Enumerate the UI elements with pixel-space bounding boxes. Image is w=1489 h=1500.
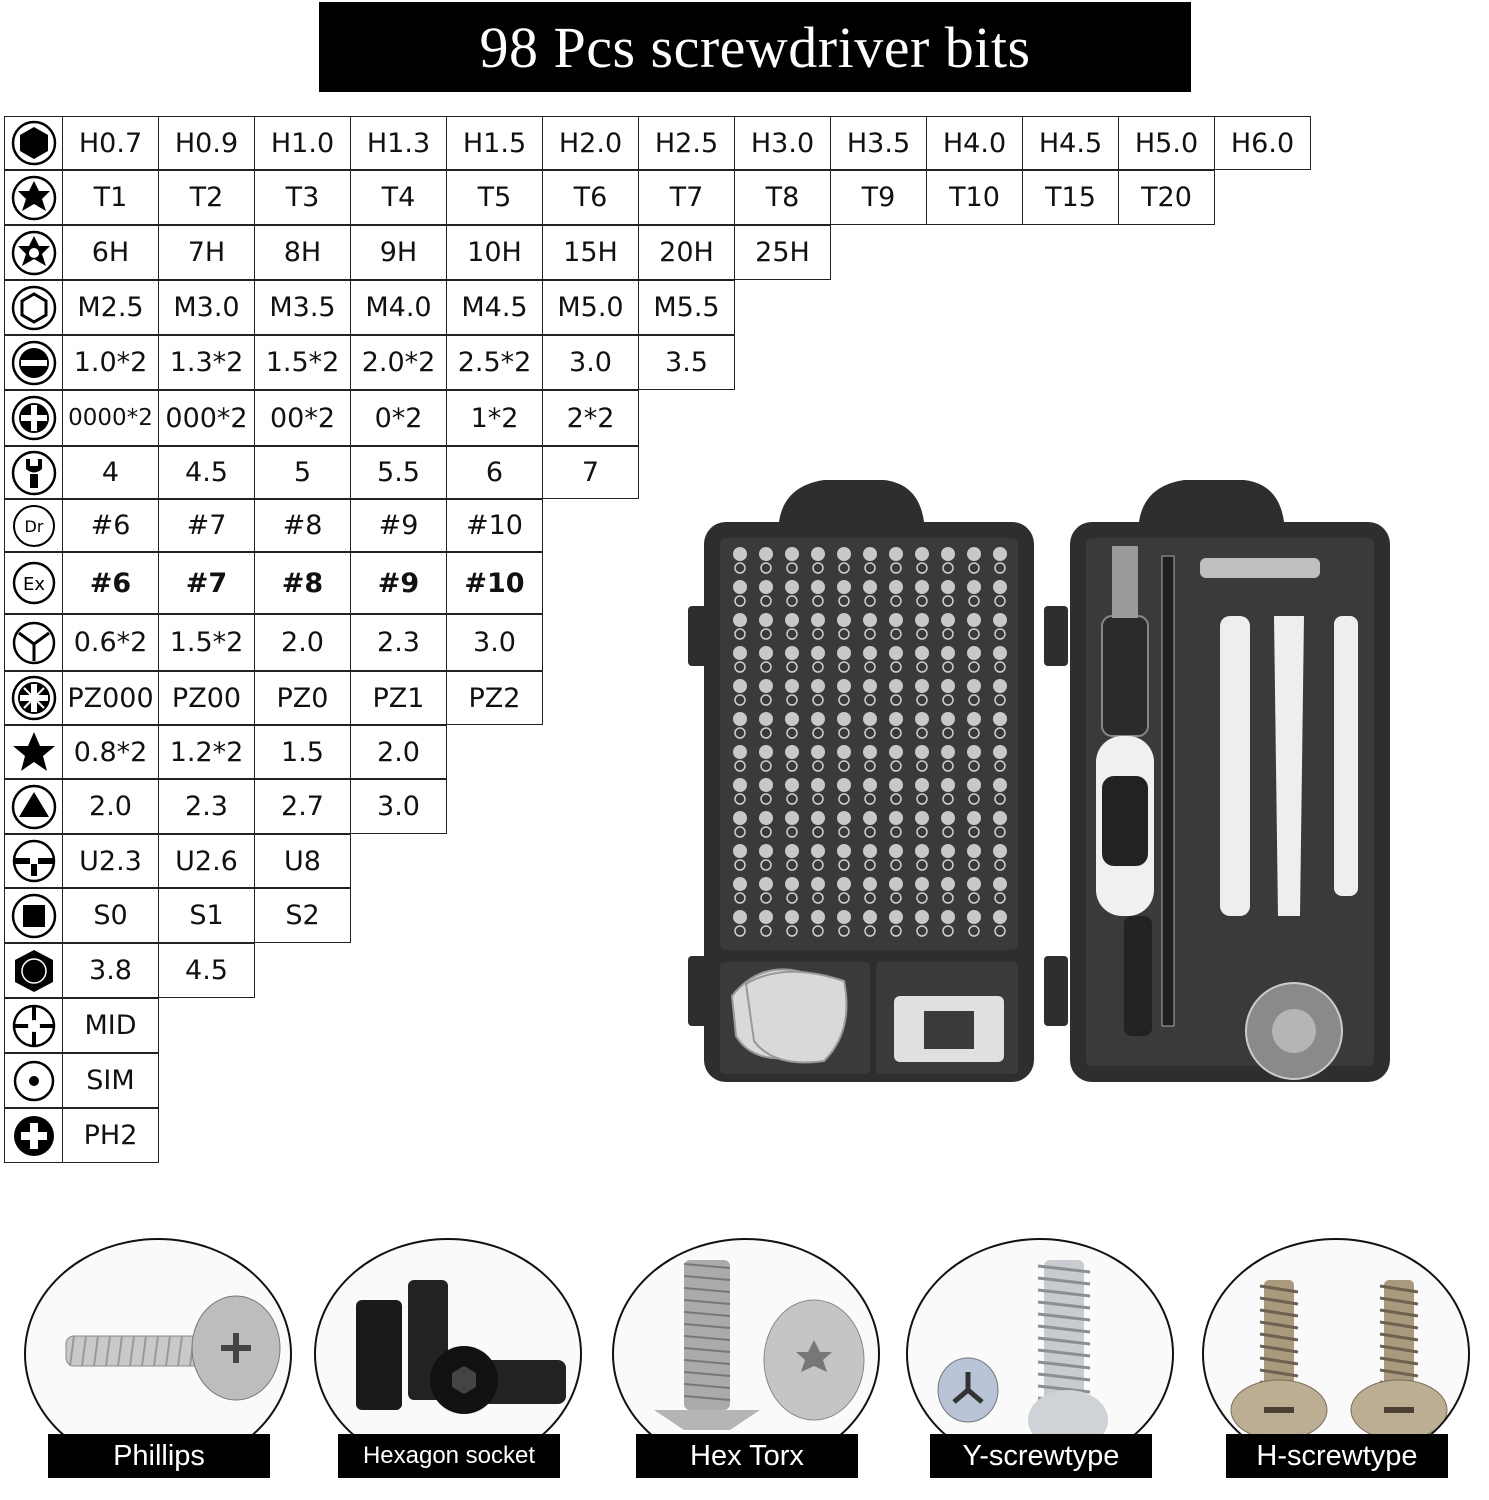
- bit-size-cell: 8H: [255, 225, 351, 280]
- bit-size-cell: 1.5*2: [159, 614, 255, 671]
- bit-size-cell: U2.6: [159, 834, 255, 888]
- bit-size-cell: T10: [927, 170, 1023, 225]
- bit-size-cell: H1.0: [255, 116, 351, 170]
- bit-size-cell: 4.5: [159, 943, 255, 998]
- bit-size-cell: #10: [447, 499, 543, 552]
- bit-size-cell: H4.0: [927, 116, 1023, 170]
- bit-size-cell: PH2: [63, 1108, 159, 1163]
- screw-type-label: Hexagon socket: [338, 1434, 560, 1478]
- bit-size-cell: T7: [639, 170, 735, 225]
- bit-row: [4, 943, 255, 998]
- bit-size-cell: 3.0: [543, 335, 639, 390]
- page-title: 98 Pcs screwdriver bits: [319, 2, 1191, 92]
- screw-type-card: [314, 1238, 584, 1488]
- bit-row: [4, 280, 735, 335]
- bit-size-cell: #7: [159, 499, 255, 552]
- screwdriver-kit-case-image: [684, 456, 1404, 1136]
- torx-hole-icon: [4, 225, 63, 280]
- svg-text:Dr: Dr: [24, 516, 43, 536]
- bit-size-cell: 3.8: [63, 943, 159, 998]
- bit-row: [4, 998, 159, 1053]
- bit-size-cell: #7: [159, 552, 255, 614]
- bit-size-cell: H1.5: [447, 116, 543, 170]
- screw-type-label: H-screwtype: [1226, 1434, 1448, 1478]
- bit-size-cell: 7H: [159, 225, 255, 280]
- bit-size-cell: PZ00: [159, 671, 255, 725]
- bit-size-cell: 3.5: [639, 335, 735, 390]
- bit-size-cell: T9: [831, 170, 927, 225]
- bit-size-cell: 25H: [735, 225, 831, 280]
- triangle-icon: [4, 779, 63, 834]
- bit-row: [4, 1108, 159, 1163]
- spanner-icon: [4, 446, 63, 499]
- bit-row: [4, 671, 543, 725]
- bit-size-cell: H2.5: [639, 116, 735, 170]
- bit-row: [4, 335, 735, 390]
- bit-size-cell: 2.3: [159, 779, 255, 834]
- bit-size-cell: 0000*2: [63, 390, 159, 446]
- bit-size-cell: 000*2: [159, 390, 255, 446]
- bit-size-cell: 2.0: [351, 725, 447, 779]
- bit-size-cell: #8: [255, 552, 351, 614]
- bit-size-cell: #6: [63, 552, 159, 614]
- bit-size-cell: #9: [351, 499, 447, 552]
- screw-type-label: Phillips: [48, 1434, 270, 1478]
- bit-size-cell: 2.0: [63, 779, 159, 834]
- bit-size-cell: T5: [447, 170, 543, 225]
- y-tip-icon: [4, 614, 63, 671]
- bit-size-cell: M3.0: [159, 280, 255, 335]
- bit-size-cell: 4: [63, 446, 159, 499]
- bit-size-cell: 00*2: [255, 390, 351, 446]
- dr-icon: [4, 499, 63, 552]
- bit-size-cell: H0.9: [159, 116, 255, 170]
- pozidriv-icon: [4, 671, 63, 725]
- bit-size-cell: #9: [351, 552, 447, 614]
- ex-icon: [4, 552, 63, 614]
- bit-size-cell: T2: [159, 170, 255, 225]
- bit-size-cell: 2.0*2: [351, 335, 447, 390]
- screw-type-label: Hex Torx: [636, 1434, 858, 1478]
- bit-size-cell: S0: [63, 888, 159, 943]
- bit-size-cell: 6H: [63, 225, 159, 280]
- bit-size-cell: T20: [1119, 170, 1215, 225]
- bit-size-cell: 2.0: [255, 614, 351, 671]
- bit-size-cell: 20H: [639, 225, 735, 280]
- bit-row: [4, 552, 543, 614]
- torx-icon: [4, 170, 63, 225]
- bit-size-cell: 1*2: [447, 390, 543, 446]
- bit-size-cell: 1.5: [255, 725, 351, 779]
- bit-size-cell: 1.3*2: [159, 335, 255, 390]
- slotted-icon: [4, 335, 63, 390]
- bit-size-cell: H4.5: [1023, 116, 1119, 170]
- star-icon: [4, 725, 63, 779]
- bit-size-cell: T4: [351, 170, 447, 225]
- bit-row: [4, 446, 639, 499]
- bit-size-cell: 2.3: [351, 614, 447, 671]
- bit-size-cell: 5: [255, 446, 351, 499]
- bit-size-cell: H3.5: [831, 116, 927, 170]
- screw-type-card: [1202, 1238, 1472, 1488]
- bit-size-cell: T8: [735, 170, 831, 225]
- mid-icon: [4, 998, 63, 1053]
- bit-row: [4, 888, 351, 943]
- bit-size-cell: M2.5: [63, 280, 159, 335]
- bit-size-cell: PZ1: [351, 671, 447, 725]
- screw-type-card: [612, 1238, 882, 1488]
- bit-row: [4, 225, 831, 280]
- bit-size-cell: T6: [543, 170, 639, 225]
- bit-size-cell: #8: [255, 499, 351, 552]
- bit-size-cell: U8: [255, 834, 351, 888]
- bit-row: [4, 170, 1215, 225]
- bit-row: [4, 116, 1311, 170]
- bit-size-cell: H5.0: [1119, 116, 1215, 170]
- screw-type-label: Y-screwtype: [930, 1434, 1152, 1478]
- bit-size-cell: M4.5: [447, 280, 543, 335]
- bit-size-cell: 6: [447, 446, 543, 499]
- svg-text:Ex: Ex: [22, 574, 45, 595]
- bit-size-cell: S2: [255, 888, 351, 943]
- bit-size-cell: M4.0: [351, 280, 447, 335]
- phillips-icon: [4, 390, 63, 446]
- bit-row: [4, 499, 543, 552]
- bit-size-cell: H2.0: [543, 116, 639, 170]
- bit-size-cell: 10H: [447, 225, 543, 280]
- bit-size-cell: H6.0: [1215, 116, 1311, 170]
- screw-type-card: [906, 1238, 1176, 1488]
- bit-size-cell: H0.7: [63, 116, 159, 170]
- bit-size-cell: M5.5: [639, 280, 735, 335]
- bit-size-cell: T15: [1023, 170, 1119, 225]
- bit-size-cell: 0*2: [351, 390, 447, 446]
- bit-size-cell: T1: [63, 170, 159, 225]
- bit-size-cell: 0.8*2: [63, 725, 159, 779]
- bit-size-cell: 7: [543, 446, 639, 499]
- bit-size-cell: 2*2: [543, 390, 639, 446]
- hexagon-outline-icon: [4, 280, 63, 335]
- hexagon-filled-icon: [4, 943, 63, 998]
- bit-row: [4, 834, 351, 888]
- bit-size-cell: 2.7: [255, 779, 351, 834]
- bit-size-cell: T3: [255, 170, 351, 225]
- bit-size-cell: 4.5: [159, 446, 255, 499]
- bit-size-cell: 9H: [351, 225, 447, 280]
- bit-row: [4, 779, 447, 834]
- bit-size-cell: U2.3: [63, 834, 159, 888]
- u-tip-icon: [4, 834, 63, 888]
- bit-size-cell: SIM: [63, 1053, 159, 1108]
- bit-size-cell: M3.5: [255, 280, 351, 335]
- screw-type-card: [24, 1238, 294, 1488]
- bit-size-cell: PZ2: [447, 671, 543, 725]
- bit-size-cell: PZ000: [63, 671, 159, 725]
- bit-row: [4, 390, 639, 446]
- bit-size-cell: 1.0*2: [63, 335, 159, 390]
- hex-flower-icon: [4, 116, 63, 170]
- bit-size-cell: #10: [447, 552, 543, 614]
- square-icon: [4, 888, 63, 943]
- bit-size-cell: 0.6*2: [63, 614, 159, 671]
- sim-icon: [4, 1053, 63, 1108]
- ph2-icon: [4, 1108, 63, 1163]
- bit-size-cell: 3.0: [351, 779, 447, 834]
- bit-size-cell: 1.5*2: [255, 335, 351, 390]
- bit-size-cell: 5.5: [351, 446, 447, 499]
- bit-size-cell: 2.5*2: [447, 335, 543, 390]
- bit-size-cell: 15H: [543, 225, 639, 280]
- bit-size-cell: PZ0: [255, 671, 351, 725]
- bit-row: [4, 725, 447, 779]
- bit-size-cell: H3.0: [735, 116, 831, 170]
- bit-size-cell: M5.0: [543, 280, 639, 335]
- bit-size-cell: S1: [159, 888, 255, 943]
- bit-row: [4, 614, 543, 671]
- bit-row: [4, 1053, 159, 1108]
- bit-size-cell: MID: [63, 998, 159, 1053]
- bit-size-cell: 1.2*2: [159, 725, 255, 779]
- bit-size-cell: #6: [63, 499, 159, 552]
- bit-size-cell: H1.3: [351, 116, 447, 170]
- bit-size-cell: 3.0: [447, 614, 543, 671]
